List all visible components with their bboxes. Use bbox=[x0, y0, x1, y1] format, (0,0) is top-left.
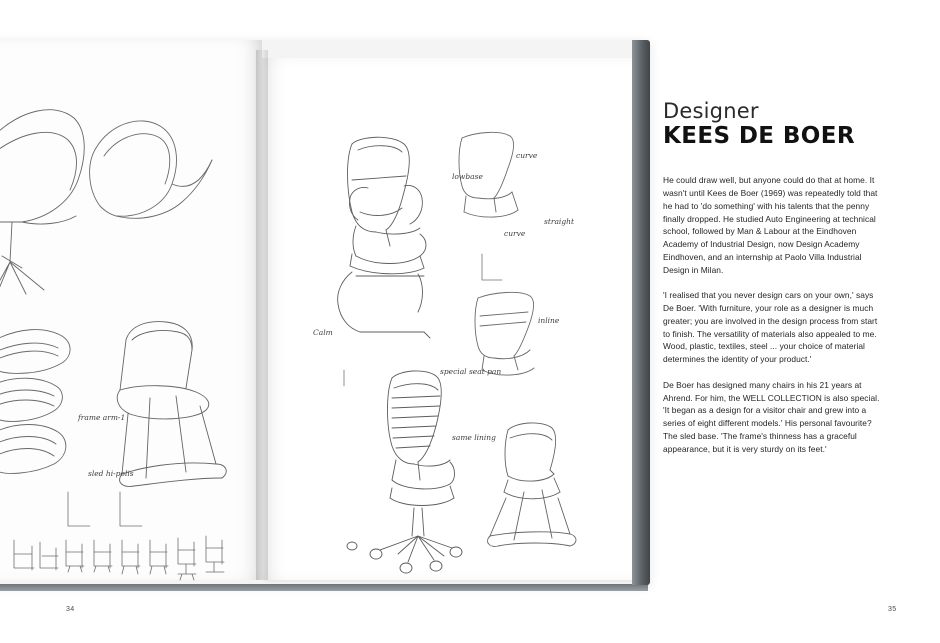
folio-right: 35 bbox=[888, 606, 897, 613]
annotation-right-4: curve bbox=[504, 229, 526, 238]
book-gutter bbox=[256, 50, 268, 580]
folio-left: 34 bbox=[66, 606, 75, 613]
book-cover-bottom bbox=[0, 584, 648, 591]
book-page-right bbox=[262, 58, 634, 580]
annotation-right-2: curve bbox=[516, 151, 538, 160]
annotation-right-5: Calm bbox=[313, 328, 333, 337]
annotation-left-1: frame arm-1 bbox=[78, 413, 126, 422]
article-text-column bbox=[663, 100, 881, 456]
article-paragraph-3: De Boer has designed many chairs in his 21 years at Ahrend. For him, the WELL COLLECTION is also special. 'It began as a design for a visitor chair and grew into a series of eight different models.' His personal favourite? The sled base. 'The frame's thinness has a graceful appearance, but it is very sturdy on its feet.' bbox=[663, 379, 880, 454]
annotation-right-7: special seat pan bbox=[440, 367, 502, 376]
annotation-right-6: inline bbox=[538, 316, 560, 325]
book-page-left bbox=[0, 40, 262, 580]
book-cover-spine-right bbox=[632, 40, 650, 585]
article-kicker: Designer bbox=[663, 99, 759, 123]
open-book bbox=[0, 40, 650, 585]
annotation-right-8: same lining bbox=[452, 433, 496, 442]
annotation-left-2: sled hi-polis bbox=[88, 469, 134, 478]
article-paragraph-1: He could draw well, but anyone could do that at home. It wasn't until Kees de Boer (1969) was repeatedly told that he had to 'do something' with his talents that the penny finally dropped. He studied Auto Engineering at technical school, followed by Man & Labour at the Eindhoven Academy of Industrial Design, now Design Academy Eindhoven, and an internship at Paolo Villa Industrial Design in Milan. bbox=[663, 175, 878, 275]
article-headline: KEES DE BOER bbox=[663, 123, 855, 150]
annotation-right-3: straight bbox=[544, 217, 574, 226]
annotation-right-1: lowbase bbox=[452, 172, 483, 181]
article-paragraph-2: 'I realised that you never design cars on your own,' says De Boer. 'With furniture, your role as a designer is much greater; you are involved in the design process from start to finish. The versatility of materials also appealed to me. Wood, plastic, textiles, steel ... your choice of material determines the identity of your product.' bbox=[663, 290, 878, 365]
